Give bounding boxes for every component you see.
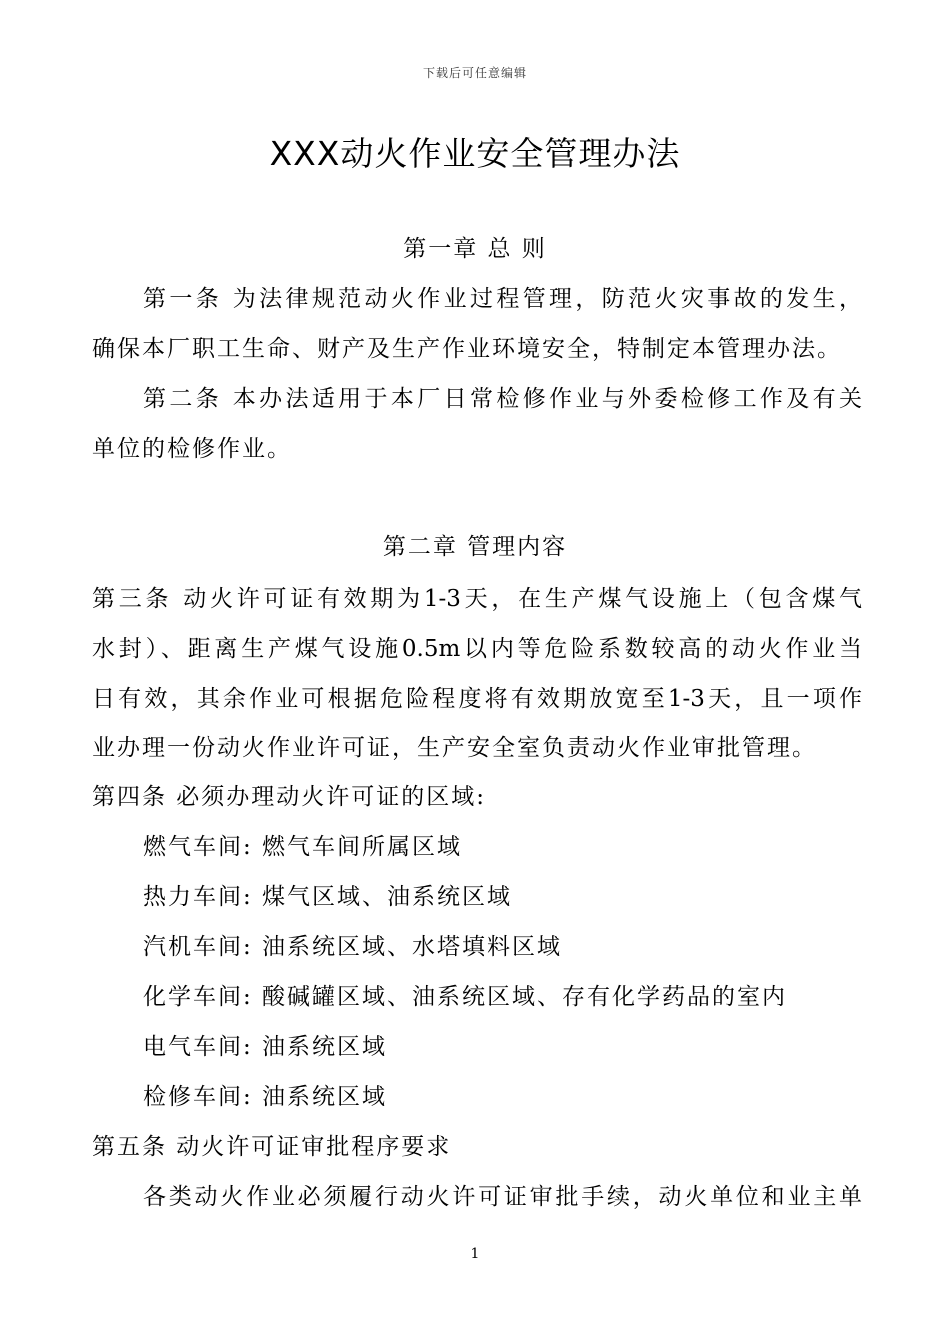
article-2-line-2: 单位的检修作业。 <box>92 436 292 462</box>
area-item: 汽机车间: 油系统区域、水塔填料区域 <box>143 934 563 960</box>
article-1-line-2: 确保本厂职工生命、财产及生产作业环境安全，特制定本管理办法。 <box>92 336 842 362</box>
article-1-line-1: 第一条 为法律规范动火作业过程管理，防范火灾事故的发生， <box>143 286 862 312</box>
article-4-intro: 第四条 必须办理动火许可证的区域: <box>92 784 487 810</box>
area-item: 检修车间: 油系统区域 <box>143 1084 388 1110</box>
area-item: 化学车间: 酸碱罐区域、油系统区域、存有化学药品的室内 <box>143 984 788 1010</box>
area-item: 燃气车间: 燃气车间所属区域 <box>143 834 463 860</box>
article-3-line-3: 日有效，其余作业可根据危险程度将有效期放宽至1-3天，且一项作 <box>92 686 862 712</box>
article-5-intro: 第五条 动火许可证审批程序要求 <box>92 1134 452 1160</box>
chapter-1-heading: 第一章 总 则 <box>403 236 547 262</box>
header-note: 下载后可任意编辑 <box>422 66 527 80</box>
article-3-line-4: 业办理一份动火作业许可证，生产安全室负责动火作业审批管理。 <box>92 735 817 761</box>
page-number: 1 <box>470 1246 480 1262</box>
chapter-2-heading: 第二章 管理内容 <box>382 534 568 560</box>
article-3-line-2: 水封）、距离生产煤气设施0.5m以内等危险系数较高的动火作业当 <box>92 636 862 662</box>
document-title: XXX动火作业安全管理办法 <box>269 134 681 173</box>
article-3-line-1: 第三条 动火许可证有效期为1-3天，在生产煤气设施上（包含煤气 <box>92 586 862 612</box>
article-5-line-1: 各类动火作业必须履行动火许可证审批手续，动火单位和业主单 <box>143 1184 862 1210</box>
area-item: 电气车间: 油系统区域 <box>143 1034 388 1060</box>
article-2-line-1: 第二条 本办法适用于本厂日常检修作业与外委检修工作及有关 <box>143 386 862 412</box>
area-item: 热力车间: 煤气区域、油系统区域 <box>143 884 513 910</box>
